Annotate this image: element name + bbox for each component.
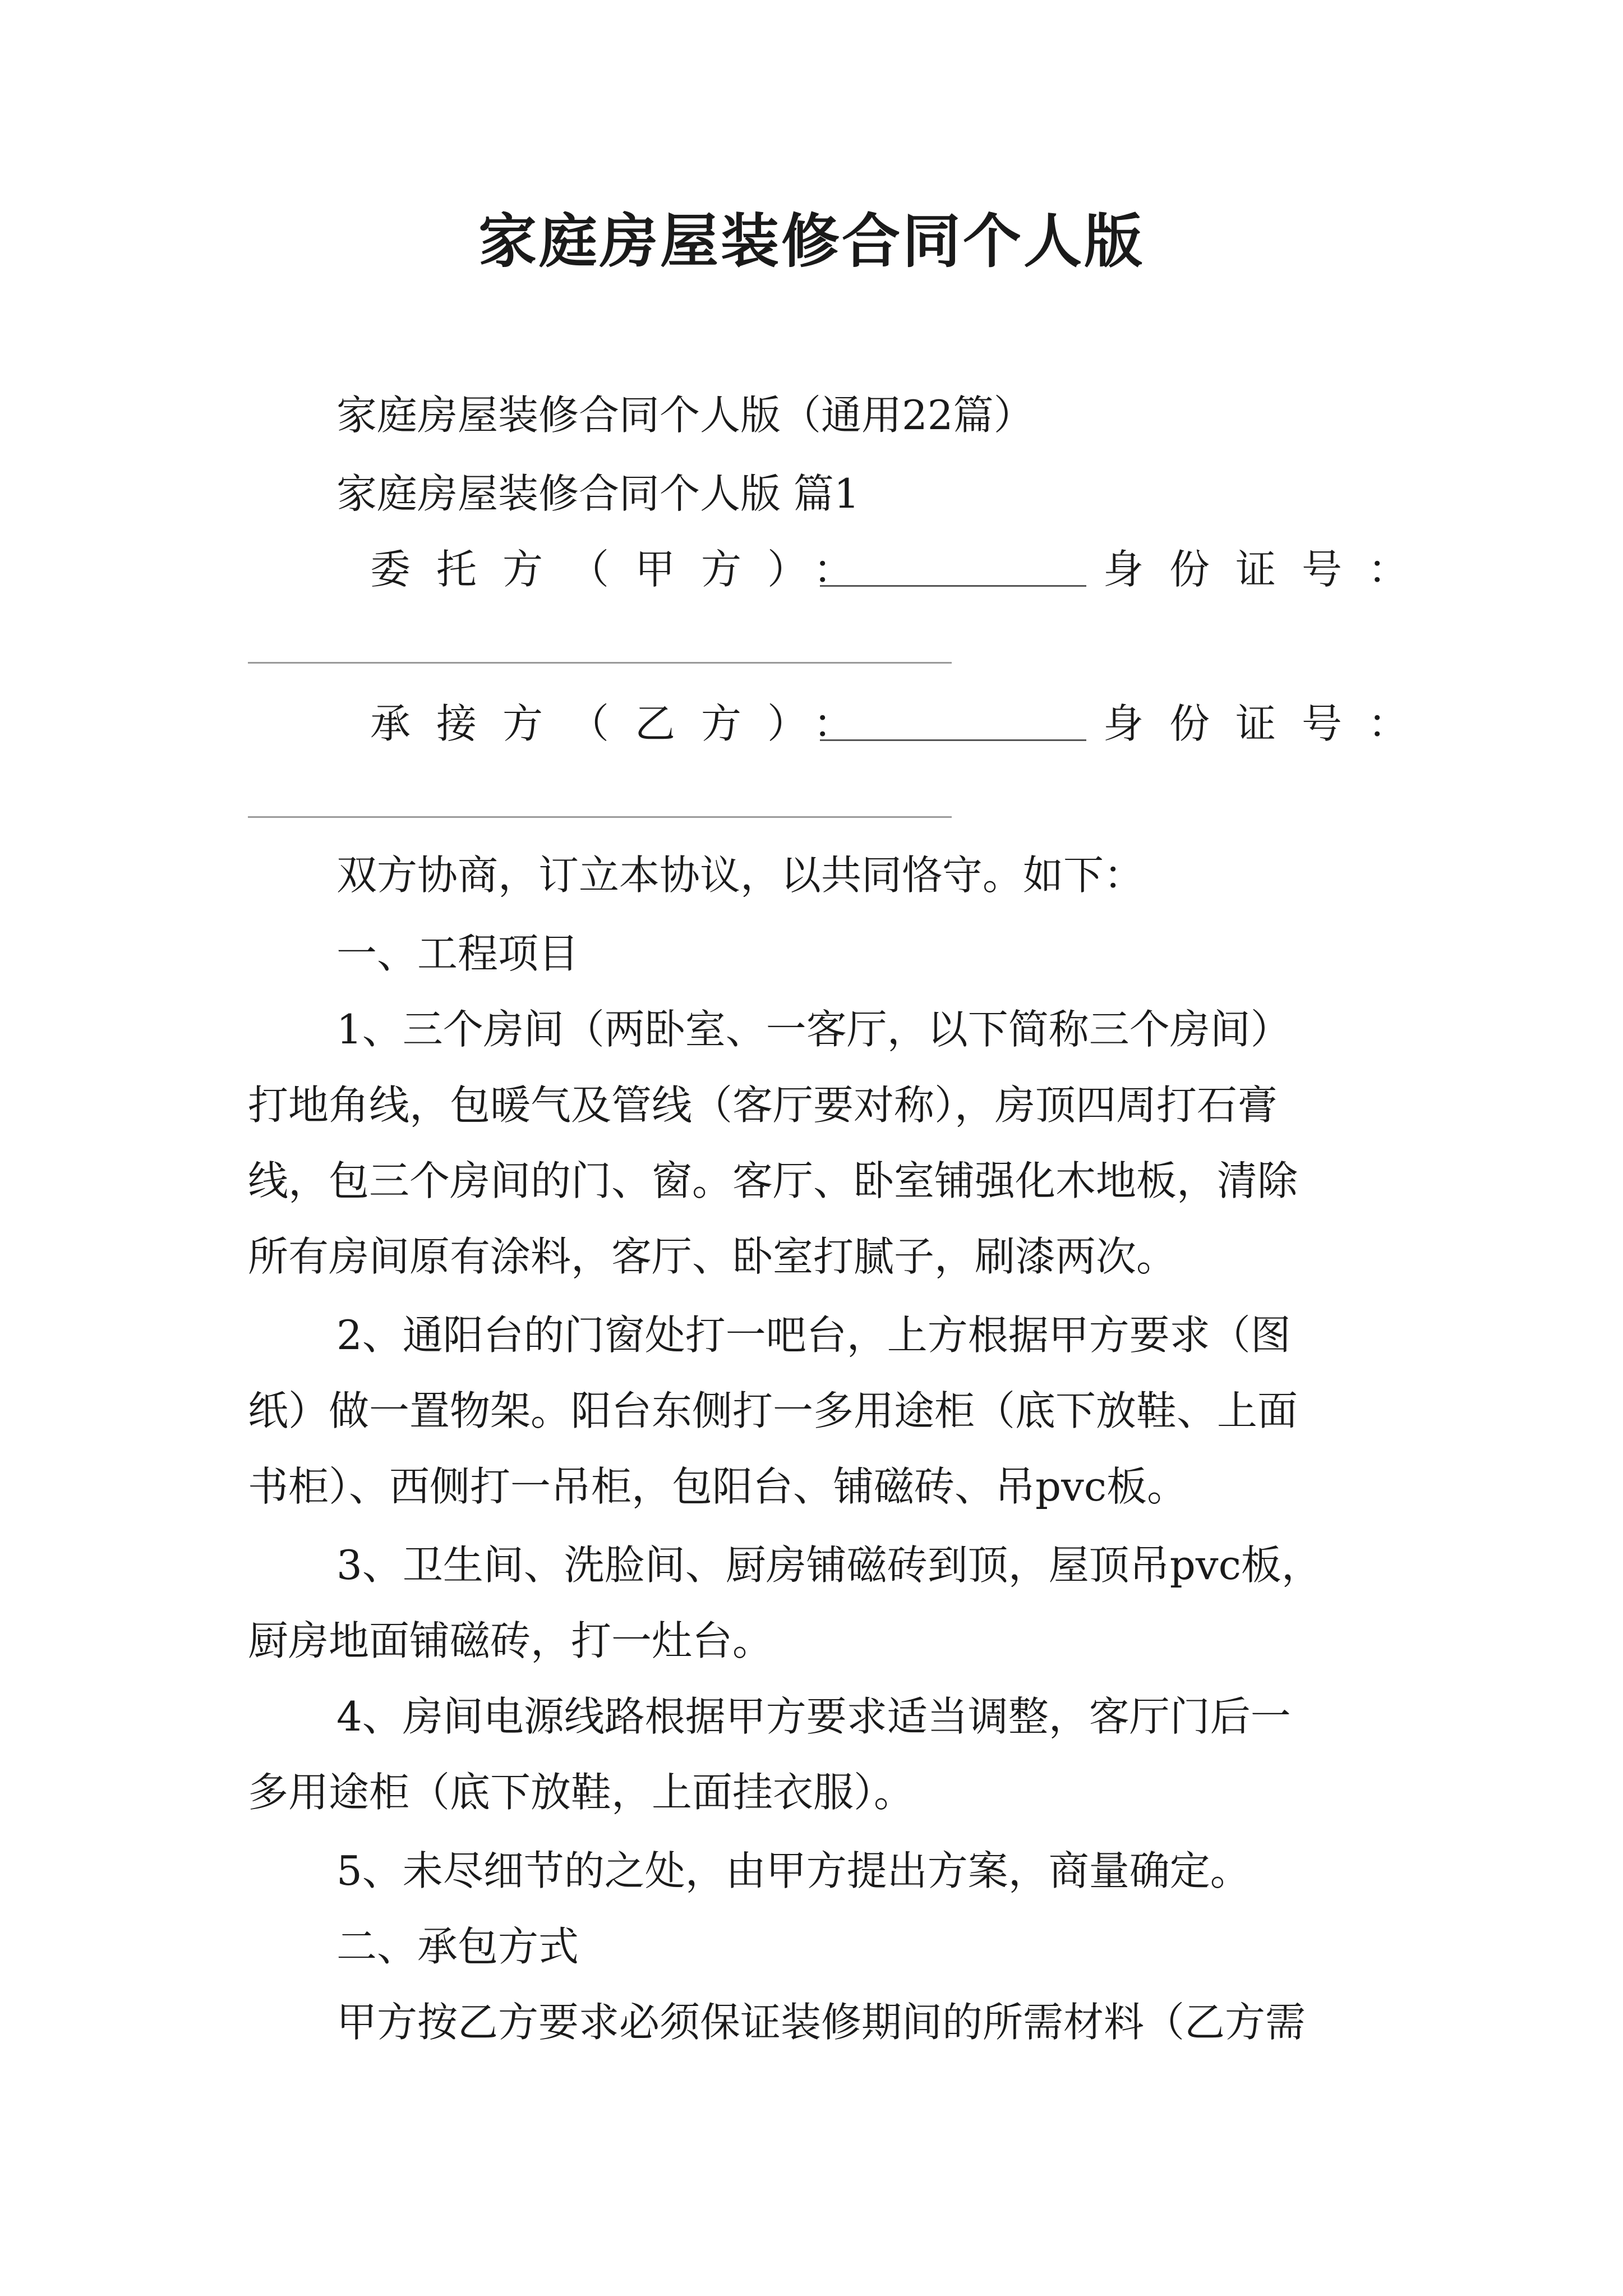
section2-heading: 二、承包方式: [336, 1923, 579, 1970]
party-a-label: 委托方（甲方）：: [370, 546, 880, 593]
party-a-id-blank: [248, 662, 952, 664]
party-b-name-blank: [820, 739, 1086, 741]
item1-line: 1、三个房间（两卧室、一客厅，以下简称三个房间）: [336, 1006, 1291, 1053]
section2-paragraph-line: 甲方按乙方要求必须保证装修期间的所需材料（乙方需: [336, 1999, 1306, 2046]
item5-line: 5、未尽细节的之处，由甲方提出方案，商量确定。: [336, 1847, 1251, 1894]
item4-line: 多用途柜（底下放鞋，上面挂衣服）。: [248, 1769, 915, 1816]
document-title: 家庭房屋装修合同个人版: [478, 206, 1145, 275]
section1-heading: 一、工程项目: [336, 930, 579, 977]
item4-line: 4、房间电源线路根据甲方要求适当调整，客厅门后一: [336, 1693, 1291, 1740]
intro-paragraph: 双方协商，订立本协议，以共同恪守。如下：: [336, 852, 1145, 899]
item1-line: 打地角线，包暖气及管线（客厅要对称），房顶四周打石膏: [248, 1082, 1278, 1129]
item3-line: 3、卫生间、洗脸间、厨房铺磁砖到顶，屋顶吊pvc板，: [336, 1542, 1322, 1589]
item1-line: 所有房间原有涂料，客厅、卧室打腻子，刷漆两次。: [248, 1233, 1177, 1280]
document-subtitle: 家庭房屋装修合同个人版（通用22篇）: [336, 392, 1034, 439]
item3-line: 厨房地面铺磁砖，打一灶台。: [248, 1617, 773, 1664]
section-heading: 家庭房屋装修合同个人版 篇1: [336, 470, 860, 517]
party-a-id-label: 身份证号：: [1103, 546, 1435, 593]
item2-line: 书柜）、西侧打一吊柜，包阳台、铺磁砖、吊pvc板。: [248, 1463, 1188, 1510]
party-a-name-blank: [820, 585, 1086, 587]
party-b-id-label: 身份证号：: [1103, 700, 1435, 747]
party-b-label: 承接方（乙方）：: [370, 700, 880, 747]
item2-line: 纸）做一置物架。阳台东侧打一多用途柜（底下放鞋、上面: [248, 1387, 1298, 1434]
item1-line: 线，包三个房间的门、窗。客厅、卧室铺强化木地板，清除: [248, 1157, 1298, 1204]
party-b-id-blank: [248, 816, 952, 818]
item2-line: 2、通阳台的门窗处打一吧台，上方根据甲方要求（图: [336, 1312, 1291, 1359]
